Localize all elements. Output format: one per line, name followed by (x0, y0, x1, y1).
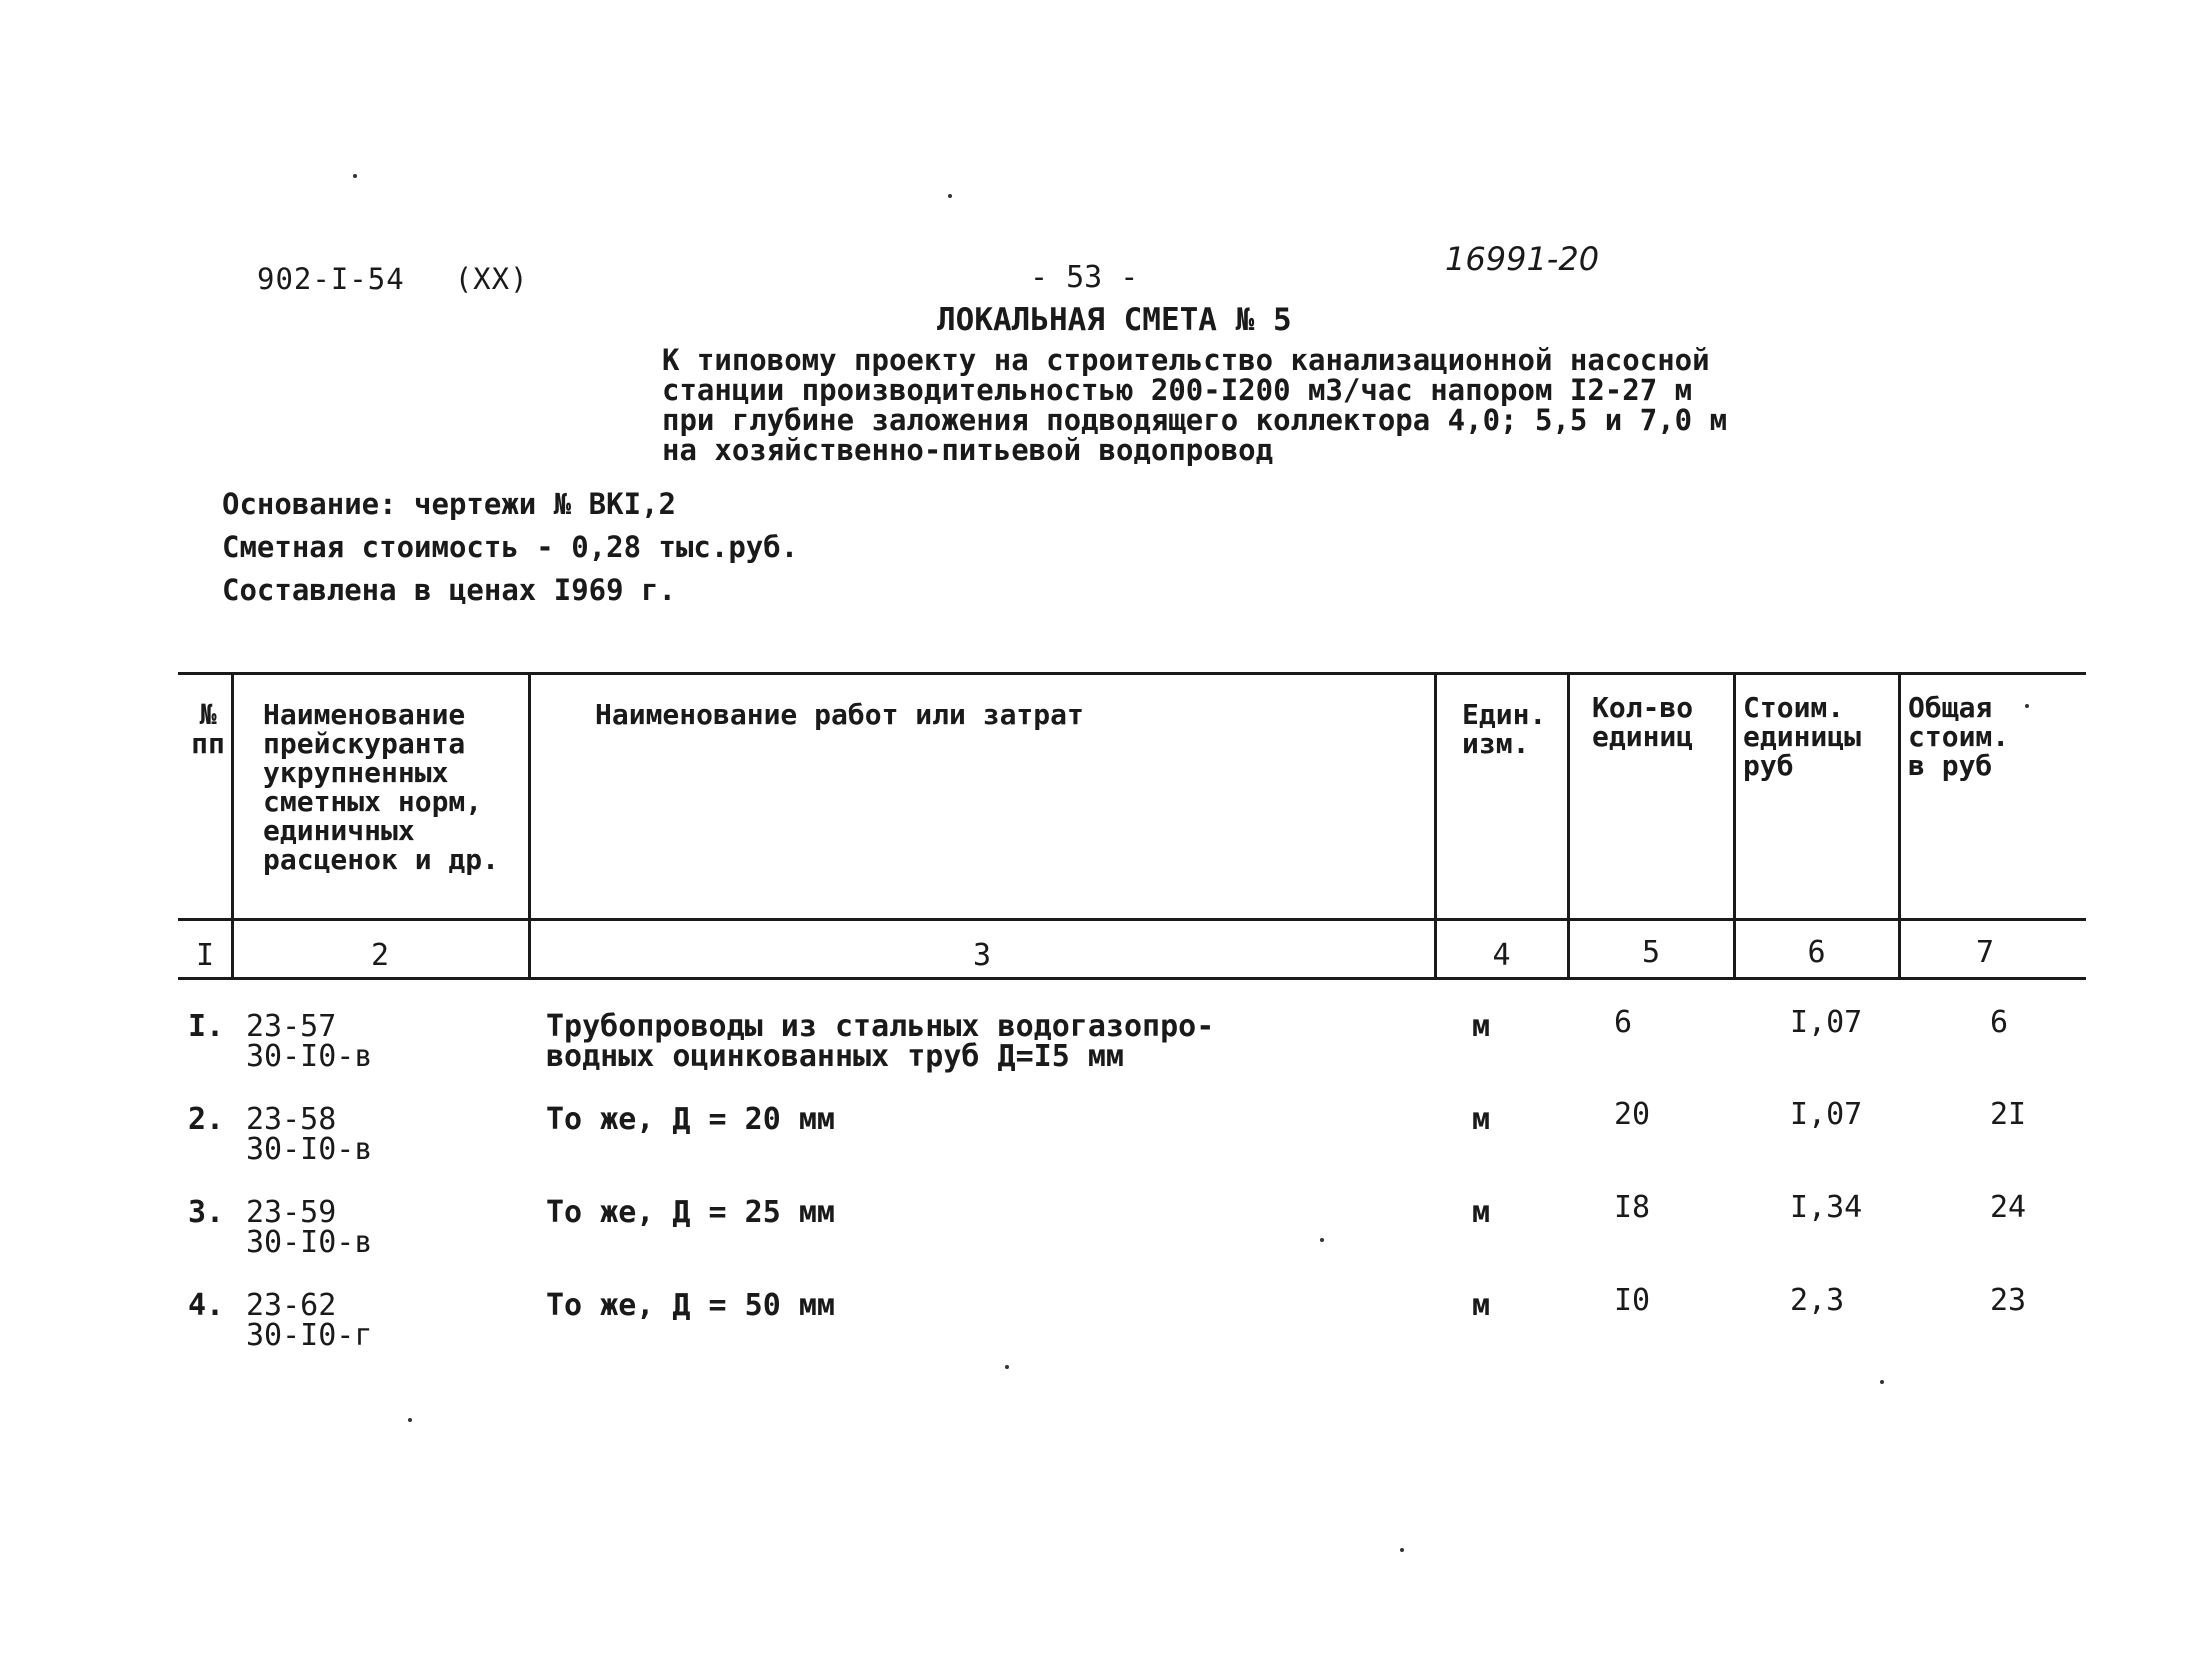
row-number: I. (188, 1009, 225, 1044)
header-unit-price: Стоим. единицы руб (1743, 691, 1862, 782)
archive-number: 16991-20 (1445, 240, 1600, 278)
row-total: 24 (1990, 1190, 2027, 1225)
header-unit: Един. изм. (1462, 698, 1547, 760)
row-work-name: Трубопроводы из стальных водогазопро- водных оцинкованных труб Д=I5 мм (546, 1009, 1215, 1074)
row-unit: м (1472, 1195, 1491, 1230)
row-number: 4. (188, 1288, 225, 1323)
scan-speck (1005, 1365, 1009, 1369)
prices-line: Составлена в ценах I969 г. (222, 573, 676, 607)
col-divider (1898, 675, 1901, 979)
column-number: 7 (1975, 935, 1995, 970)
header-total: Общая стоим. в руб (1908, 691, 2010, 782)
table-top-rule (178, 672, 2086, 675)
header-number: № пп (191, 698, 225, 760)
row-quantity: 20 (1614, 1097, 1651, 1132)
basis-line: Основание: чертежи № ВКI,2 (222, 487, 676, 521)
scan-speck (353, 174, 357, 178)
row-number: 3. (188, 1195, 225, 1230)
document-subtitle: К типовому проекту на строительство канализационной насосной станции производительностью 200-I200 м3/час напором I2-27 м при глубине заложения подводящего коллектора 4,0; 5,5 и 7,0 м на хозяйственно-питьевой водопровод (662, 343, 1728, 467)
row-quantity: I0 (1614, 1283, 1651, 1318)
column-number: 4 (1492, 938, 1511, 973)
scan-speck (408, 1418, 412, 1422)
header-work-name: Наименование работ или затрат (595, 698, 1084, 731)
column-number: 3 (972, 938, 992, 973)
page-number: - 53 - (1030, 260, 1139, 295)
col-divider (1567, 675, 1570, 979)
series: (XX) (454, 262, 529, 296)
document-code (257, 262, 529, 296)
row-work-name: То же, Д = 25 мм (546, 1195, 835, 1230)
header-pricelist: Наименование прейскуранта укрупненных сметных норм, единичных расценок и др. (263, 698, 500, 876)
header-quantity: Кол-во единиц (1592, 691, 1694, 753)
row-total: 6 (1990, 1005, 2009, 1040)
cost-line: Сметная стоимость - 0,28 тыс.руб. (222, 530, 799, 564)
col-divider (1434, 675, 1437, 979)
row-code: 23-58 30-I0-в (246, 1102, 373, 1167)
row-work-name: То же, Д = 20 мм (546, 1102, 835, 1137)
scan-speck (1320, 1238, 1324, 1242)
row-unit-price: I,34 (1790, 1190, 1863, 1225)
row-code: 23-57 30-I0-в (246, 1009, 373, 1074)
row-total: 23 (1990, 1283, 2027, 1318)
scan-speck (948, 194, 952, 198)
column-number: 5 (1641, 935, 1661, 970)
row-unit-price: I,07 (1790, 1005, 1863, 1040)
row-work-name: То же, Д = 50 мм (546, 1288, 835, 1323)
row-code: 23-59 30-I0-в (246, 1195, 373, 1260)
column-number: 6 (1807, 935, 1826, 970)
row-number: 2. (188, 1102, 225, 1137)
row-unit: м (1472, 1102, 1491, 1137)
column-number: 2 (370, 938, 390, 973)
row-unit-price: 2,3 (1790, 1283, 1845, 1318)
column-number: I (195, 938, 215, 973)
document-title: ЛОКАЛЬНАЯ СМЕТА № 5 (937, 302, 1292, 338)
row-code: 23-62 30-I0-г (246, 1288, 373, 1353)
scan-speck (1880, 1380, 1884, 1384)
scan-speck (1400, 1548, 1404, 1552)
col-divider (1733, 675, 1736, 979)
row-total: 2I (1990, 1097, 2027, 1132)
col-divider (231, 675, 234, 979)
row-unit: м (1472, 1288, 1491, 1323)
row-quantity: 6 (1614, 1005, 1633, 1040)
number-row-rule (178, 977, 2086, 980)
row-quantity: I8 (1614, 1190, 1651, 1225)
col-divider (528, 675, 531, 979)
header-rule (178, 918, 2086, 921)
row-unit-price: I,07 (1790, 1097, 1863, 1132)
scan-speck (2025, 704, 2029, 708)
code: 902-I-54 (257, 262, 405, 296)
row-unit: м (1472, 1009, 1491, 1044)
